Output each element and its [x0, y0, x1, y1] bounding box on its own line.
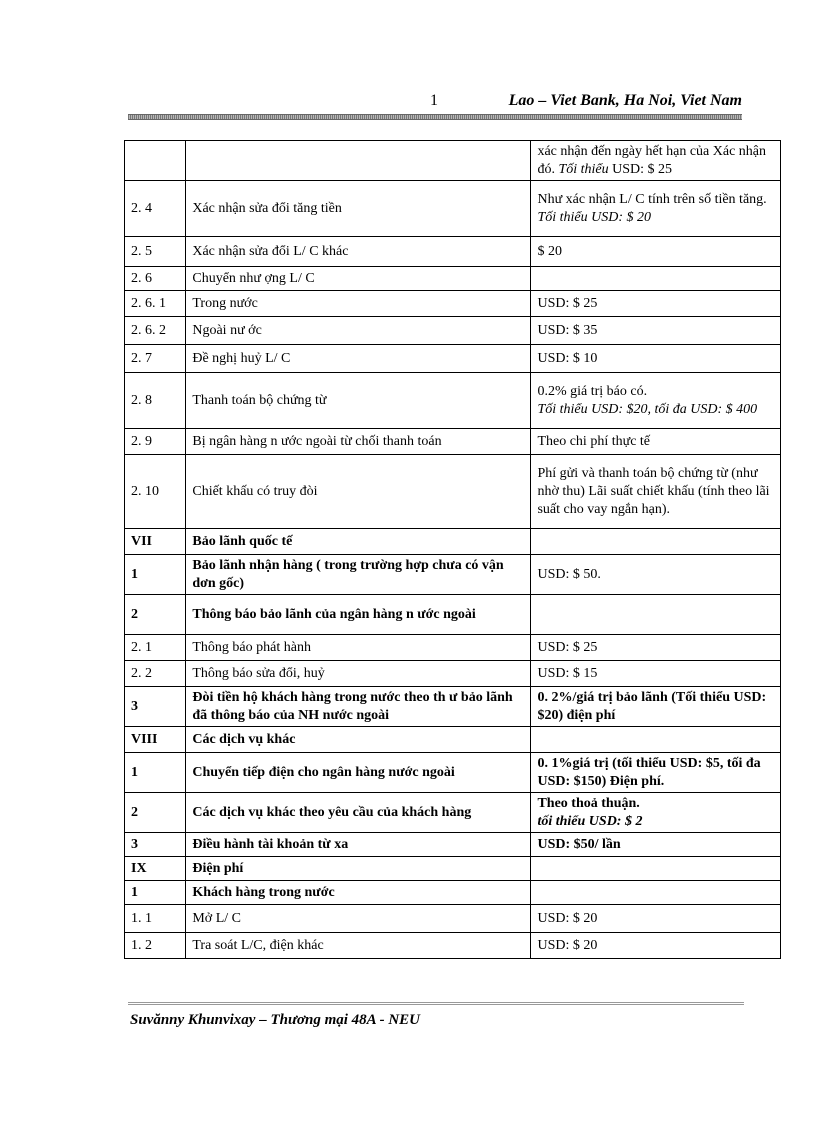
row-fee	[531, 833, 781, 857]
row-number	[125, 141, 186, 181]
row-fee	[531, 455, 781, 529]
row-fee	[531, 635, 781, 661]
row-number: 2. 2	[125, 661, 186, 687]
fee-text: Theo chi phí thực tế	[537, 433, 651, 449]
table-row	[125, 727, 781, 753]
row-description: Chiết khấu có truy đòi	[186, 455, 531, 529]
fee-minimum-note: Tối thiểu USD: $ 20	[537, 209, 652, 225]
table-row	[125, 595, 781, 635]
row-fee	[531, 237, 781, 267]
fee-text: USD: $ 35	[537, 322, 598, 338]
table-row	[125, 345, 781, 373]
row-description: Xác nhận sửa đổi tăng tiền	[186, 181, 531, 237]
table-row	[125, 753, 781, 793]
row-description: Bị ngân hàng n ước ngoài từ chối thanh toán	[186, 429, 531, 455]
table-row	[125, 267, 781, 291]
row-description: Chuyển như ợng L/ C	[186, 267, 531, 291]
fee-text: 0. 2%/giá trị bảo lãnh (Tối thiểu USD: $20) điện phí	[537, 689, 767, 723]
table-row	[125, 635, 781, 661]
row-number: 2	[125, 595, 186, 635]
row-fee	[531, 317, 781, 345]
row-number: 2. 8	[125, 373, 186, 429]
row-number: 1. 2	[125, 933, 186, 959]
row-description: Bảo lãnh quốc tế	[186, 529, 531, 555]
table-row	[125, 687, 781, 727]
row-fee	[531, 267, 781, 291]
row-fee	[531, 345, 781, 373]
row-description: Ngoài nư ớc	[186, 317, 531, 345]
table-row	[125, 529, 781, 555]
fee-table	[124, 140, 781, 959]
row-fee	[531, 753, 781, 793]
row-description: Các dịch vụ khác theo yêu cầu của khách hàng	[186, 793, 531, 833]
row-description: Trong nước	[186, 291, 531, 317]
fee-text: USD: $ 50.	[537, 566, 601, 582]
row-description: Thông báo bảo lãnh của ngân hàng n ước ngoài	[186, 595, 531, 635]
row-description: Điều hành tài khoản từ xa	[186, 833, 531, 857]
row-number: 1	[125, 555, 186, 595]
page-number: 1	[430, 92, 438, 109]
row-number: 2. 9	[125, 429, 186, 455]
row-fee	[531, 793, 781, 833]
row-fee	[531, 141, 781, 181]
row-number: 2. 6. 1	[125, 291, 186, 317]
row-fee	[531, 661, 781, 687]
row-fee	[531, 595, 781, 635]
row-fee	[531, 933, 781, 959]
fee-text: 0.2% giá trị báo có.	[537, 383, 648, 399]
fee-text: xác nhận đến ngày hết hạn của Xác nhận đó.	[537, 143, 767, 177]
row-fee	[531, 555, 781, 595]
page-header	[128, 90, 742, 114]
table-row	[125, 881, 781, 905]
table-row	[125, 141, 781, 181]
fee-text: USD: $ 25	[537, 639, 598, 655]
row-number: VII	[125, 529, 186, 555]
table-row	[125, 857, 781, 881]
row-description: Thanh toán bộ chứng từ	[186, 373, 531, 429]
row-number: 2. 7	[125, 345, 186, 373]
row-number: 1	[125, 753, 186, 793]
fee-text: USD: $50/ lần	[537, 836, 621, 852]
row-number: 2. 5	[125, 237, 186, 267]
row-number: IX	[125, 857, 186, 881]
row-number: 2. 10	[125, 455, 186, 529]
row-fee	[531, 687, 781, 727]
row-number: 2. 4	[125, 181, 186, 237]
row-description: Thông báo phát hành	[186, 635, 531, 661]
table-row	[125, 455, 781, 529]
row-number: 2	[125, 793, 186, 833]
footer-author: Suvănny Khunvixay – Thương mại 48A - NEU	[130, 1012, 421, 1028]
row-description: Thông báo sửa đổi, huỷ	[186, 661, 531, 687]
table-row	[125, 373, 781, 429]
fee-amount: USD: $ 25	[608, 161, 673, 177]
row-number: 1	[125, 881, 186, 905]
header-divider	[128, 114, 742, 120]
table-row	[125, 933, 781, 959]
fee-minimum-note: Tối thiểu	[558, 161, 609, 177]
row-fee	[531, 429, 781, 455]
fee-text: USD: $ 10	[537, 350, 598, 366]
row-number: 3	[125, 833, 186, 857]
row-description: Mở L/ C	[186, 905, 531, 933]
row-description: Khách hàng trong nước	[186, 881, 531, 905]
table-row	[125, 237, 781, 267]
row-description: Đòi tiền hộ khách hàng trong nước theo th ư bảo lãnh đã thông báo của NH nước ngoài	[186, 687, 531, 727]
table-row	[125, 661, 781, 687]
row-description	[186, 141, 531, 181]
row-number: 2. 1	[125, 635, 186, 661]
table-row	[125, 905, 781, 933]
table-row	[125, 429, 781, 455]
row-fee	[531, 291, 781, 317]
row-fee	[531, 373, 781, 429]
row-number: 1. 1	[125, 905, 186, 933]
fee-text: USD: $ 20	[537, 910, 598, 926]
fee-table-body	[125, 141, 781, 959]
row-description: Tra soát L/C, điện khác	[186, 933, 531, 959]
row-fee	[531, 905, 781, 933]
table-row	[125, 181, 781, 237]
row-description: Điện phí	[186, 857, 531, 881]
header-title: Lao – Viet Bank, Ha Noi, Viet Nam	[508, 92, 742, 109]
fee-minimum-note: Tối thiểu USD: $20, tối đa USD: $ 400	[537, 401, 758, 417]
row-description: Đề nghị huỷ L/ C	[186, 345, 531, 373]
footer-divider	[128, 1002, 744, 1005]
row-fee	[531, 881, 781, 905]
fee-text: USD: $ 25	[537, 295, 598, 311]
fee-text: USD: $ 20	[537, 937, 598, 953]
row-description: Xác nhận sửa đổi L/ C khác	[186, 237, 531, 267]
fee-text: $ 20	[537, 243, 562, 259]
fee-text: Theo thoả thuận.	[537, 795, 640, 811]
row-fee	[531, 529, 781, 555]
row-fee	[531, 857, 781, 881]
table-row	[125, 555, 781, 595]
fee-minimum-note: tối thiểu USD: $ 2	[537, 813, 643, 829]
row-fee	[531, 727, 781, 753]
row-number: 2. 6. 2	[125, 317, 186, 345]
row-number: 3	[125, 687, 186, 727]
fee-text: USD: $ 15	[537, 665, 598, 681]
row-number: VIII	[125, 727, 186, 753]
row-description: Bảo lãnh nhận hàng ( trong trường hợp chưa có vận dơn gốc)	[186, 555, 531, 595]
row-number: 2. 6	[125, 267, 186, 291]
table-row	[125, 291, 781, 317]
table-row	[125, 793, 781, 833]
fee-text: Như xác nhận L/ C tính trên số tiền tăng.	[537, 191, 767, 207]
table-row	[125, 833, 781, 857]
fee-text: Phí gửi và thanh toán bộ chứng từ (như nhờ thu) Lãi suất chiết khấu (tính theo lãi suất cho vay ngắn hạn).	[537, 465, 770, 517]
table-row	[125, 317, 781, 345]
row-description: Chuyển tiếp điện cho ngân hàng nước ngoài	[186, 753, 531, 793]
fee-text: 0. 1%giá trị (tối thiểu USD: $5, tối đa USD: $150) Điện phí.	[537, 755, 761, 789]
row-fee	[531, 181, 781, 237]
row-description: Các dịch vụ khác	[186, 727, 531, 753]
